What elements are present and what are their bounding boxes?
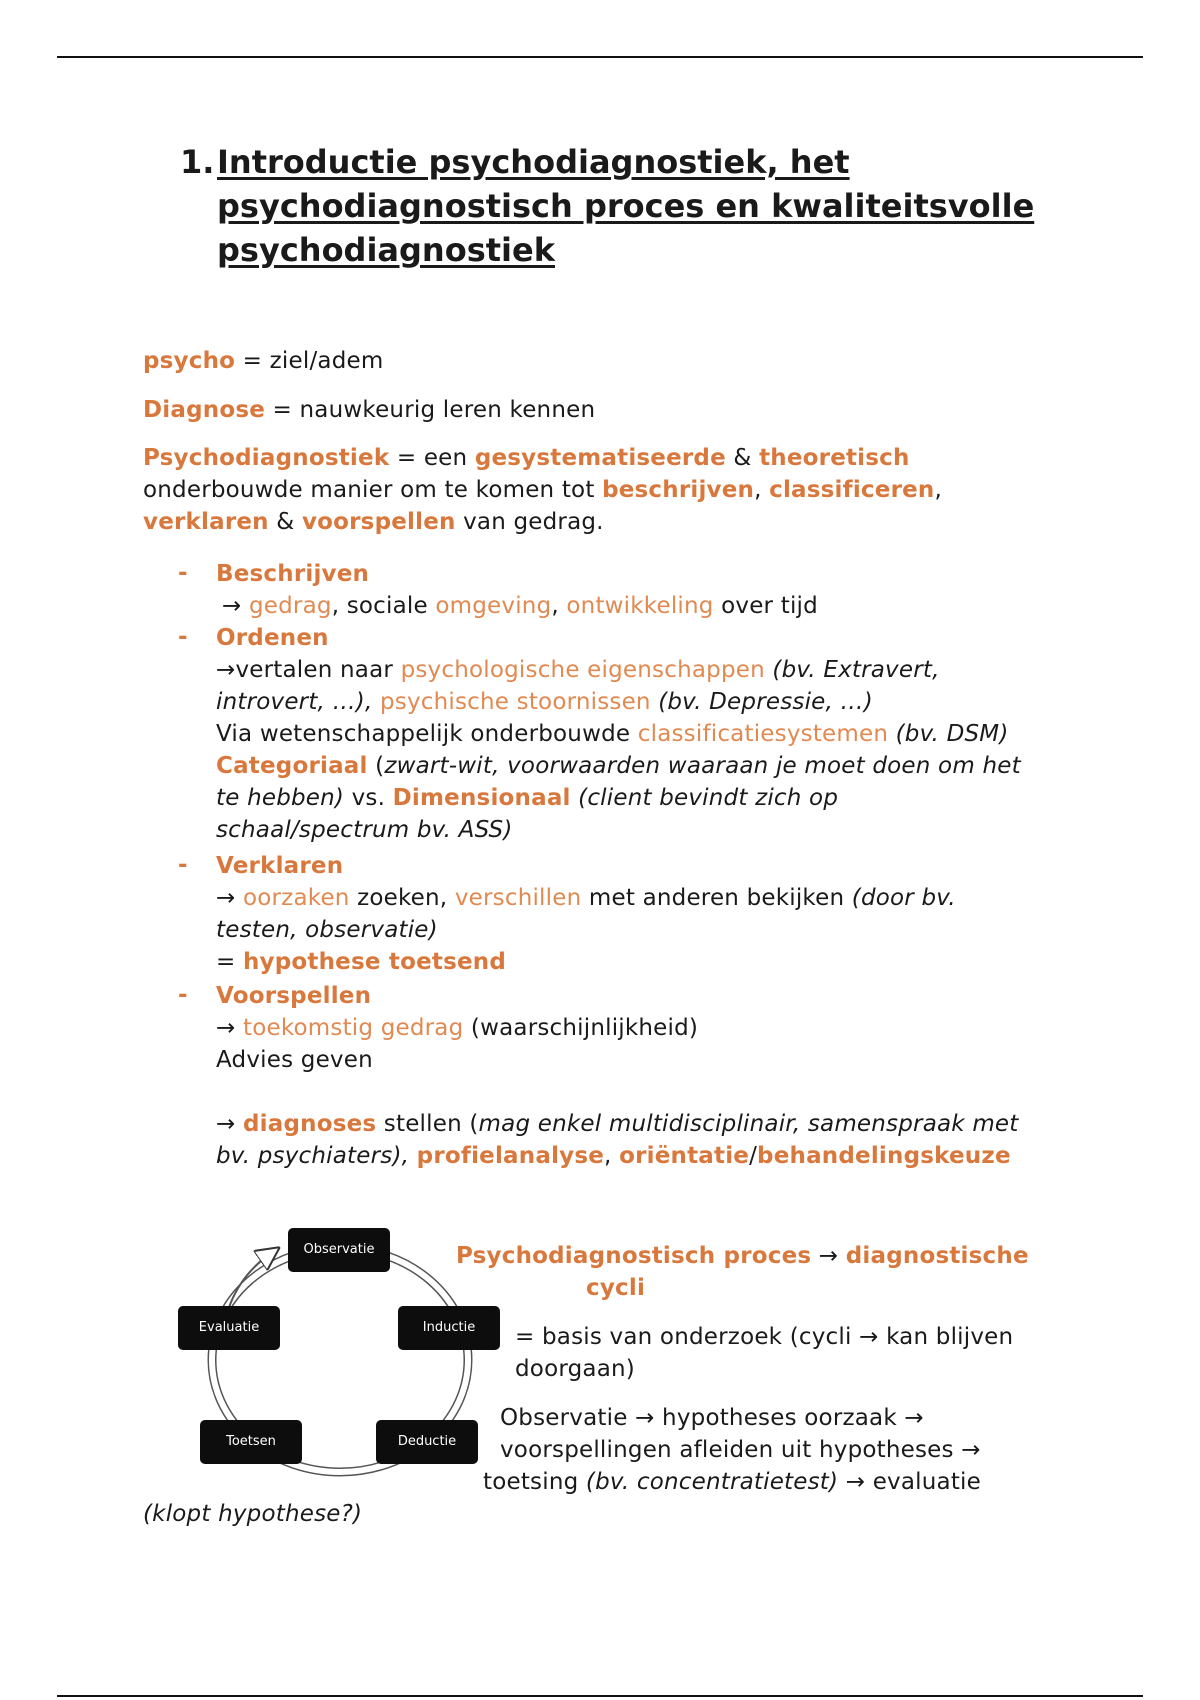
top-rule [57,56,1143,58]
text: stellen ( [376,1111,479,1137]
text: / [749,1143,758,1169]
heading-text: Introductie psychodiagnostiek, het psychodiagnostisch proces en kwaliteitsvolle psychodiagnostiek [217,143,1035,269]
example: (client bevindt zich op [570,785,839,811]
example: zwart-wit, voorwaarden waaraan je moet doen om het [384,753,1021,779]
term: profielanalyse [416,1143,605,1169]
term: gesystematiseerde [474,445,726,471]
keyword: verschillen [454,885,582,911]
keyword: classificatiesystemen [637,721,889,747]
example: mag enkel multidisciplinair, samenspraak met [478,1111,1019,1137]
example: (bv. Depressie, …) [650,689,873,715]
term: Psychodiagnostisch proces [456,1243,812,1269]
example: te hebben) [216,785,345,811]
def-diagnose [143,394,595,426]
text: Advies geven [216,1047,373,1073]
text: & [268,509,302,535]
text: , [934,477,942,503]
text: , [754,477,770,503]
text: met anderen bekijken [581,885,852,911]
text: → evaluatie [838,1469,981,1495]
arrow: → [811,1243,846,1269]
term: theoretisch [759,445,910,471]
text: over tijd [713,593,818,619]
text: toetsing [483,1469,586,1495]
bullet-dash: - [178,982,188,1008]
term: oriëntatie [619,1143,750,1169]
cycle-node-observatie: Observatie [288,1228,390,1272]
term-diagnose: Diagnose [143,397,266,423]
bullet-dash: - [178,624,188,650]
text: onderbouwde manier om te komen tot [143,477,603,503]
arrow: → [216,1111,243,1137]
text: , [604,1143,620,1169]
list-item-voorspellen [216,980,1156,1172]
text: = [216,949,243,975]
keyword: omgeving [435,593,552,619]
def-text: = ziel/adem [235,348,384,374]
keyword: psychische stoornissen [379,689,651,715]
list-item-beschrijven [216,558,1116,622]
keyword: gedrag [248,593,332,619]
arrow: → [216,1015,243,1041]
text: Via wetenschappelijk onderbouwde [216,721,638,747]
keyword: psychologische eigenschappen [400,657,765,683]
text: = een [389,445,475,471]
example: schaal/spectrum bv. ASS) [216,817,513,843]
text: = basis van onderzoek (cycli → kan blijven [515,1324,1014,1350]
term: verklaren [143,509,269,535]
page-title [180,140,1080,272]
text: ( [367,753,385,779]
item-title: Verklaren [216,853,344,879]
example: (bv. DSM) [888,721,1009,747]
example: introvert, …), [216,689,380,715]
def-psychodiagnostiek [143,442,1143,538]
term: voorspellen [301,509,456,535]
bullet-dash: - [178,560,188,586]
cycle-node-evaluatie: Evaluatie [178,1306,280,1350]
item-title: Beschrijven [216,561,370,587]
term: Categoriaal [216,753,368,779]
heading-number: 1. [180,143,215,181]
item-title: Voorspellen [216,983,372,1009]
text: voorspellingen afleiden uit hypotheses → [500,1437,981,1463]
example: bv. psychiaters), [216,1143,417,1169]
text: & [725,445,760,471]
def-psycho [143,345,383,377]
list-item-verklaren [216,850,1156,978]
text: doorgaan) [515,1356,635,1382]
term: beschrijven [602,477,755,503]
text: zoeken, [349,885,455,911]
item-title: Ordenen [216,625,329,651]
term: diagnostische [845,1243,1029,1269]
term: diagnoses [242,1111,377,1137]
process-title [456,1240,1156,1304]
bullet-dash: - [178,852,188,878]
arrow: → [216,885,243,911]
example: testen, observatie) [216,917,438,943]
cycle-node-toetsen: Toetsen [200,1420,302,1464]
keyword: toekomstig gedrag [242,1015,464,1041]
text: →vertalen naar [216,657,401,683]
text: (waarschijnlijkheid) [463,1015,699,1041]
process-steps [483,1402,1163,1498]
cycle-node-inductie: Inductie [398,1306,500,1350]
example: (door bv. [851,885,956,911]
process-description [515,1321,1135,1385]
bottom-rule [57,1695,1143,1697]
term: classificeren [769,477,935,503]
example: (bv. Extravert, [764,657,940,683]
term: behandelingskeuze [757,1143,1011,1169]
text: van gedrag. [455,509,604,535]
term: hypothese toetsend [242,949,506,975]
process-steps-end [143,1498,362,1530]
keyword: ontwikkeling [566,593,714,619]
arrow: → [222,593,249,619]
term: Psychodiagnostiek [143,445,390,471]
cycle-node-deductie: Deductie [376,1420,478,1464]
example: (klopt hypothese?) [143,1501,363,1527]
term: Dimensionaal [392,785,571,811]
def-text: = nauwkeurig leren kennen [265,397,596,423]
text: , sociale [331,593,436,619]
keyword: oorzaken [242,885,350,911]
term-psycho: psycho [143,348,236,374]
text: Observatie → hypotheses oorzaak → [500,1405,924,1431]
list-item-ordenen [216,622,1156,846]
text: , [551,593,567,619]
text: vs. [344,785,393,811]
example: (bv. concentratietest) [585,1469,839,1495]
term: cycli [586,1275,646,1301]
